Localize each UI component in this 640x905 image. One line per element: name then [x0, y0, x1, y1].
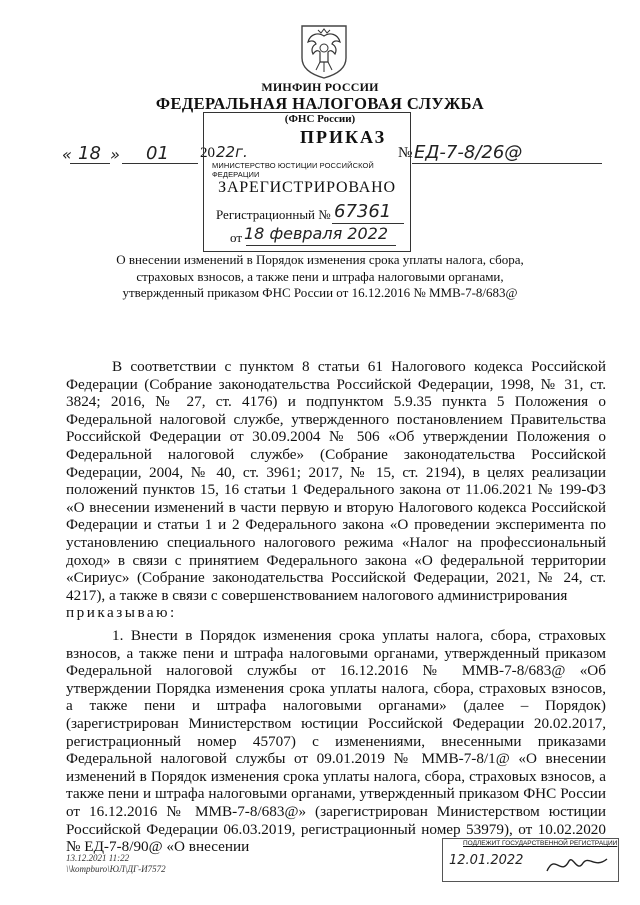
- order-number: ЕД-7-8/26@: [414, 142, 523, 163]
- stamp-authority: МИНИСТЕРСТВО ЮСТИЦИИ РОССИЙСКОЙ ФЕДЕРАЦИИ: [212, 161, 374, 179]
- copy-stamp-date: 12.01.2022: [449, 853, 524, 868]
- copy-stamp: [442, 838, 619, 882]
- copy-stamp-label: ПОДЛЕЖИТ ГОСУДАРСТВЕННОЙ РЕГИСТРАЦИИ: [463, 840, 618, 847]
- stamp-date-label: от: [230, 230, 243, 245]
- footer-path: \\kompburo\ЮЛ\ДГ-И7572: [66, 864, 166, 874]
- date-close-quote: »: [110, 145, 120, 164]
- service-name: ФЕДЕРАЛЬНАЯ НАЛОГОВАЯ СЛУЖБА: [155, 94, 485, 113]
- date-month: 01: [146, 143, 169, 164]
- ministry-name: МИНФИН РОССИИ: [261, 80, 379, 94]
- coat-of-arms-icon: [298, 22, 350, 80]
- order-subject: О внесении изменений в Порядок изменения срока уплаты налога, сбора, страховых взносов, а также пени и штрафа налоговыми органами, утвержденный приказом ФНС России от 16.12.2016 № ММВ-7-8/683@: [116, 252, 524, 300]
- clause-1-paragraph: 1. Внести в Порядок изменения срока уплаты налога, сбора, страховых взносов, а также пени и штрафа налоговыми органами, утвержденный приказом Федеральной налоговой службы от 16.12.2016 № ММВ-7-8/683@ «Об утверждении Порядка изменения срока уплаты налога, сбора, страховых взносов, а также пени и штрафа налоговыми органами» (далее – Порядок) (зарегистрирован Министерством юстиции Российской Федерации 20.02.2017, регистрационный номер 45707) с изменениями, внесенными приказами Федеральной налоговой службы от 09.01.2019 № ММВ-7-8/1@ «О внесении изменений в Порядок изменения срока уплаты налога, сбора, страховых взносов, а также пени и штрафа налоговыми органами, утвержденный приказом ФНС России от 16.12.2016 № ММВ-7-8/683@» (зарегистрирован Министерством юстиции Российской Федерации 06.03.2019, регистрационный номер 53979), от 10.02.2020 № ЕД-7-8/90@ «О внесении: [66, 627, 606, 856]
- preamble-paragraph: [66, 358, 606, 622]
- registration-stamp: [203, 112, 411, 252]
- stamp-date-value: 18 февраля 2022: [244, 224, 389, 243]
- document-type: ПРИКАЗ: [300, 127, 387, 147]
- date-open-quote: «: [62, 145, 72, 164]
- stamp-reg-label: Регистрационный №: [216, 207, 331, 222]
- order-word: приказываю:: [66, 604, 177, 622]
- service-abbreviation: (ФНС России): [284, 113, 356, 125]
- preamble-text: В соответствии с пунктом 8 статьи 61 Налогового кодекса Российской Федерации (Собрание законодательства Российской Федерации, 1998, № 31, ст. 3824; 2016, № 27, ст. 4176) и подпунктом 5.9.35 пункта 5 Положения о Федеральной налоговой службе, утвержденного постановлением Правительства Российской Федерации от 30.09.2004 № 506 «Об утверждении Положения о Федеральной налоговой службе» (Собрание законодательства Российской Федерации, 2004, № 40, ст. 3961; 2017, № 15, ст. 2194), в целях реализации положений пунктов 15, 16 статьи 1 Федерального закона от 11.06.2021 № 199-ФЗ «О внесении изменений в части первую и вторую Налогового кодекса Российской Федерации и статьи 1 и 2 Федерального закона «О проведении эксперимента по установлению специального налогового режима «Налог на профессиональный доход» в связи с принятием Федерального закона «О федеральной территории «Сириус» (Собрание законодательства Российской Федерации, 2021, № 24, ст. 4217), а также в связи с совершенствованием налогового администрирования: [66, 358, 606, 604]
- date-year-prefix: 20: [200, 145, 215, 161]
- stamp-reg-number: 67361: [334, 201, 392, 222]
- stamp-status: ЗАРЕГИСТРИРОВАНО: [218, 179, 396, 196]
- date-year-suffix: 22г.: [216, 143, 248, 161]
- signature-icon: [543, 849, 613, 879]
- file-footer: [66, 853, 166, 875]
- footer-timestamp: 13.12.2021 11:22: [66, 853, 130, 863]
- number-sign: №: [398, 145, 413, 161]
- date-day: 18: [78, 143, 101, 164]
